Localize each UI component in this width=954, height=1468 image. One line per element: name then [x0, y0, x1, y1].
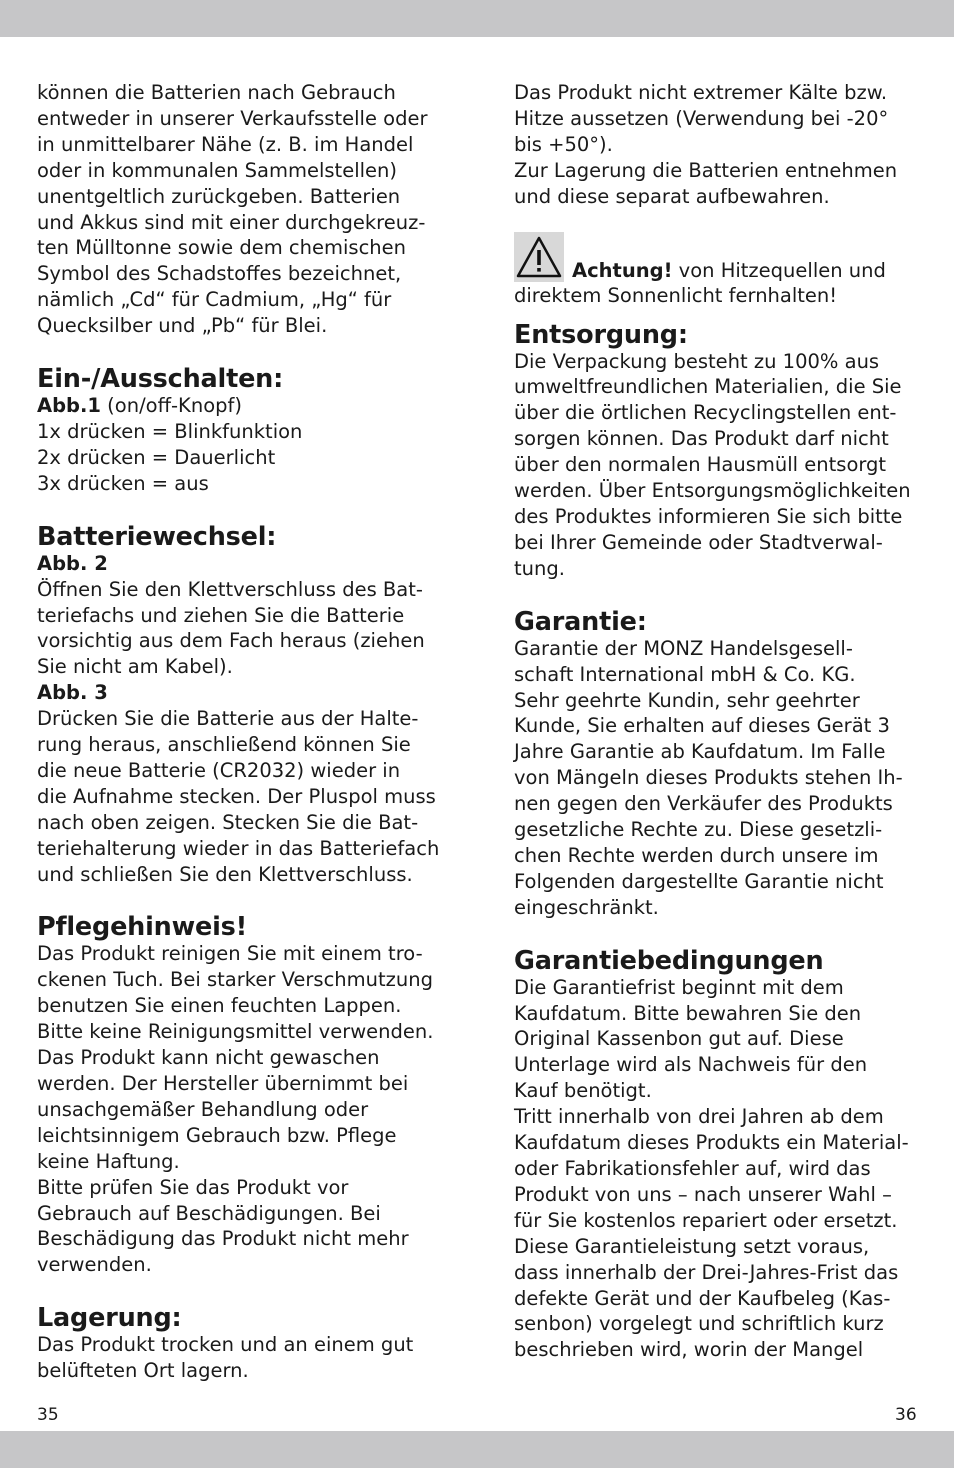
warranty-conditions-text: Die Garantiefrist beginnt mit dem Kaufdatum. Bitte bewahren Sie den Original Kassenbon gut auf. Diese Unterlage wird als Nachweis für den Kauf benötigt. Tritt innerhalb von drei Jahren ab dem Kaufdatum dieses Produkts ein Material- oder Fabrikationsfehler auf, wird das Produkt von uns – nach unserer Wahl – für Sie kostenlos repariert oder ersetzt. Diese Garantieleistung setzt voraus, dass innerhalb der Drei-Jahres-Frist das defekte Gerät und der Kaufbeleg (Kas- senbon) vorgelegt und schriftlich kurz beschrieben wird, worin der Mangel [514, 975, 909, 1362]
warranty-heading: Garantie: [514, 606, 647, 637]
disposal-text: Die Verpackung besteht zu 100% aus umweltfreundlichen Materialien, die Sie über die örtlichen Recyclingstellen ent- sorgen können. Das Produkt darf nicht über den normalen Hausmüll entsorgt werden. Über Entsorgungsmöglichkeiten des Produktes informieren Sie sich bitte bei Ihrer Gemeinde oder Stadtverwal- tung. [514, 349, 911, 580]
on-off-heading: Ein-/Ausschalten: [37, 364, 284, 395]
abb-2-label: Abb. 2 [37, 551, 108, 575]
page-number-right: 36 [895, 1405, 917, 1425]
warning-text-block [514, 258, 924, 310]
warning-bold: Achtung! [572, 258, 673, 282]
storage-heading: Lagerung: [37, 1303, 182, 1334]
page-number-left: 35 [37, 1405, 59, 1425]
right-column [514, 80, 924, 1363]
warranty-text: Garantie der MONZ Handelsgesell- schaft International mbH & Co. KG. Sehr geehrte Kundin, sehr geehrter Kunde, Sie erhalten auf dieses Gerät 3 Jahre Garantie ab Kaufdatum. Im Falle von Mängeln dieses Produkts stehen Ih- nen gegen den Verkäufer des Produkts gesetzliche Rechte zu. Diese gesetzli- chen Rechte werden durch unsere im Folgenden dargestellte Garantie nicht eingeschränkt. [514, 636, 903, 919]
warning-block [514, 232, 924, 307]
top-bar [0, 0, 954, 37]
on-off-figure-ref [37, 393, 447, 419]
disposal-heading: Entsorgung: [514, 319, 688, 350]
battery-disposal-text: können die Batterien nach Gebrauch entweder in unserer Verkaufsstelle oder in unmittelbarer Nähe (z. B. im Handel oder in kommunalen Sammelstellen) unentgeltlich zurückgeben. Batterien und Akkus sind mit einer durchgekreuz- ten Mülltonne sowie dem chemischen Symbol des Schadstoffes bezeichnet, nämlich „Cd“ für Cadmium, „Hg“ für Quecksilber und „Pb“ für Blei. [37, 81, 428, 338]
warranty-conditions-heading: Garantiebedingungen [514, 945, 824, 976]
battery-change-text-3: Drücken Sie die Batterie aus der Halte- rung heraus, anschließend können Sie die neue Batterie (CR2032) wieder in die Aufnahme stecken. Der Pluspol muss nach oben zeigen. Stecken Sie die Bat- teriehalterung wieder in das Batteriefach und schließen Sie den Klettverschluss. [37, 707, 440, 886]
bottom-bar [0, 1431, 954, 1468]
care-heading: Pflegehinweis! [37, 912, 248, 943]
battery-change-text-2: Öffnen Sie den Klettverschluss des Bat- teriefachs und ziehen Sie die Batterie vorsichtig aus dem Fach heraus (ziehen Sie nicht am Kabel). [37, 577, 425, 679]
temperature-text: Das Produkt nicht extremer Kälte bzw. Hitze aussetzen (Verwendung bei -20° bis +50°). Zur Lagerung die Batterien entnehmen und diese separat aufbewahren. [514, 81, 898, 208]
abb-3-label: Abb. 3 [37, 681, 108, 705]
on-off-text: 1x drücken = Blinkfunktion 2x drücken = Dauerlicht 3x drücken = aus [37, 419, 303, 495]
abb-1-note: (on/off-Knopf) [100, 394, 242, 418]
battery-change-heading: Batteriewechsel: [37, 521, 277, 552]
left-column [37, 80, 447, 1384]
care-text: Das Produkt reinigen Sie mit einem tro- ckenen Tuch. Bei starker Verschmutzung benutzen Sie einen feuchten Lappen. Bitte keine Reinigungsmittel verwenden. Das Produkt kann nicht gewaschen werden. Der Hersteller übernimmt bei unsachgemäßer Behandlung oder leichtsinnigem Gebrauch bzw. Pflege keine Haftung. Bitte prüfen Sie das Produkt vor Gebrauch auf Beschädigungen. Bei Beschädigung das Produkt nicht mehr verwenden. [37, 942, 434, 1277]
storage-text: Das Produkt trocken und an einem gut belüfteten Ort lagern. [37, 1333, 414, 1383]
abb-1-label: Abb.1 [37, 394, 101, 418]
warning-text: von Hitzequellen und direktem Sonnenlicht fernhalten! [514, 258, 886, 308]
